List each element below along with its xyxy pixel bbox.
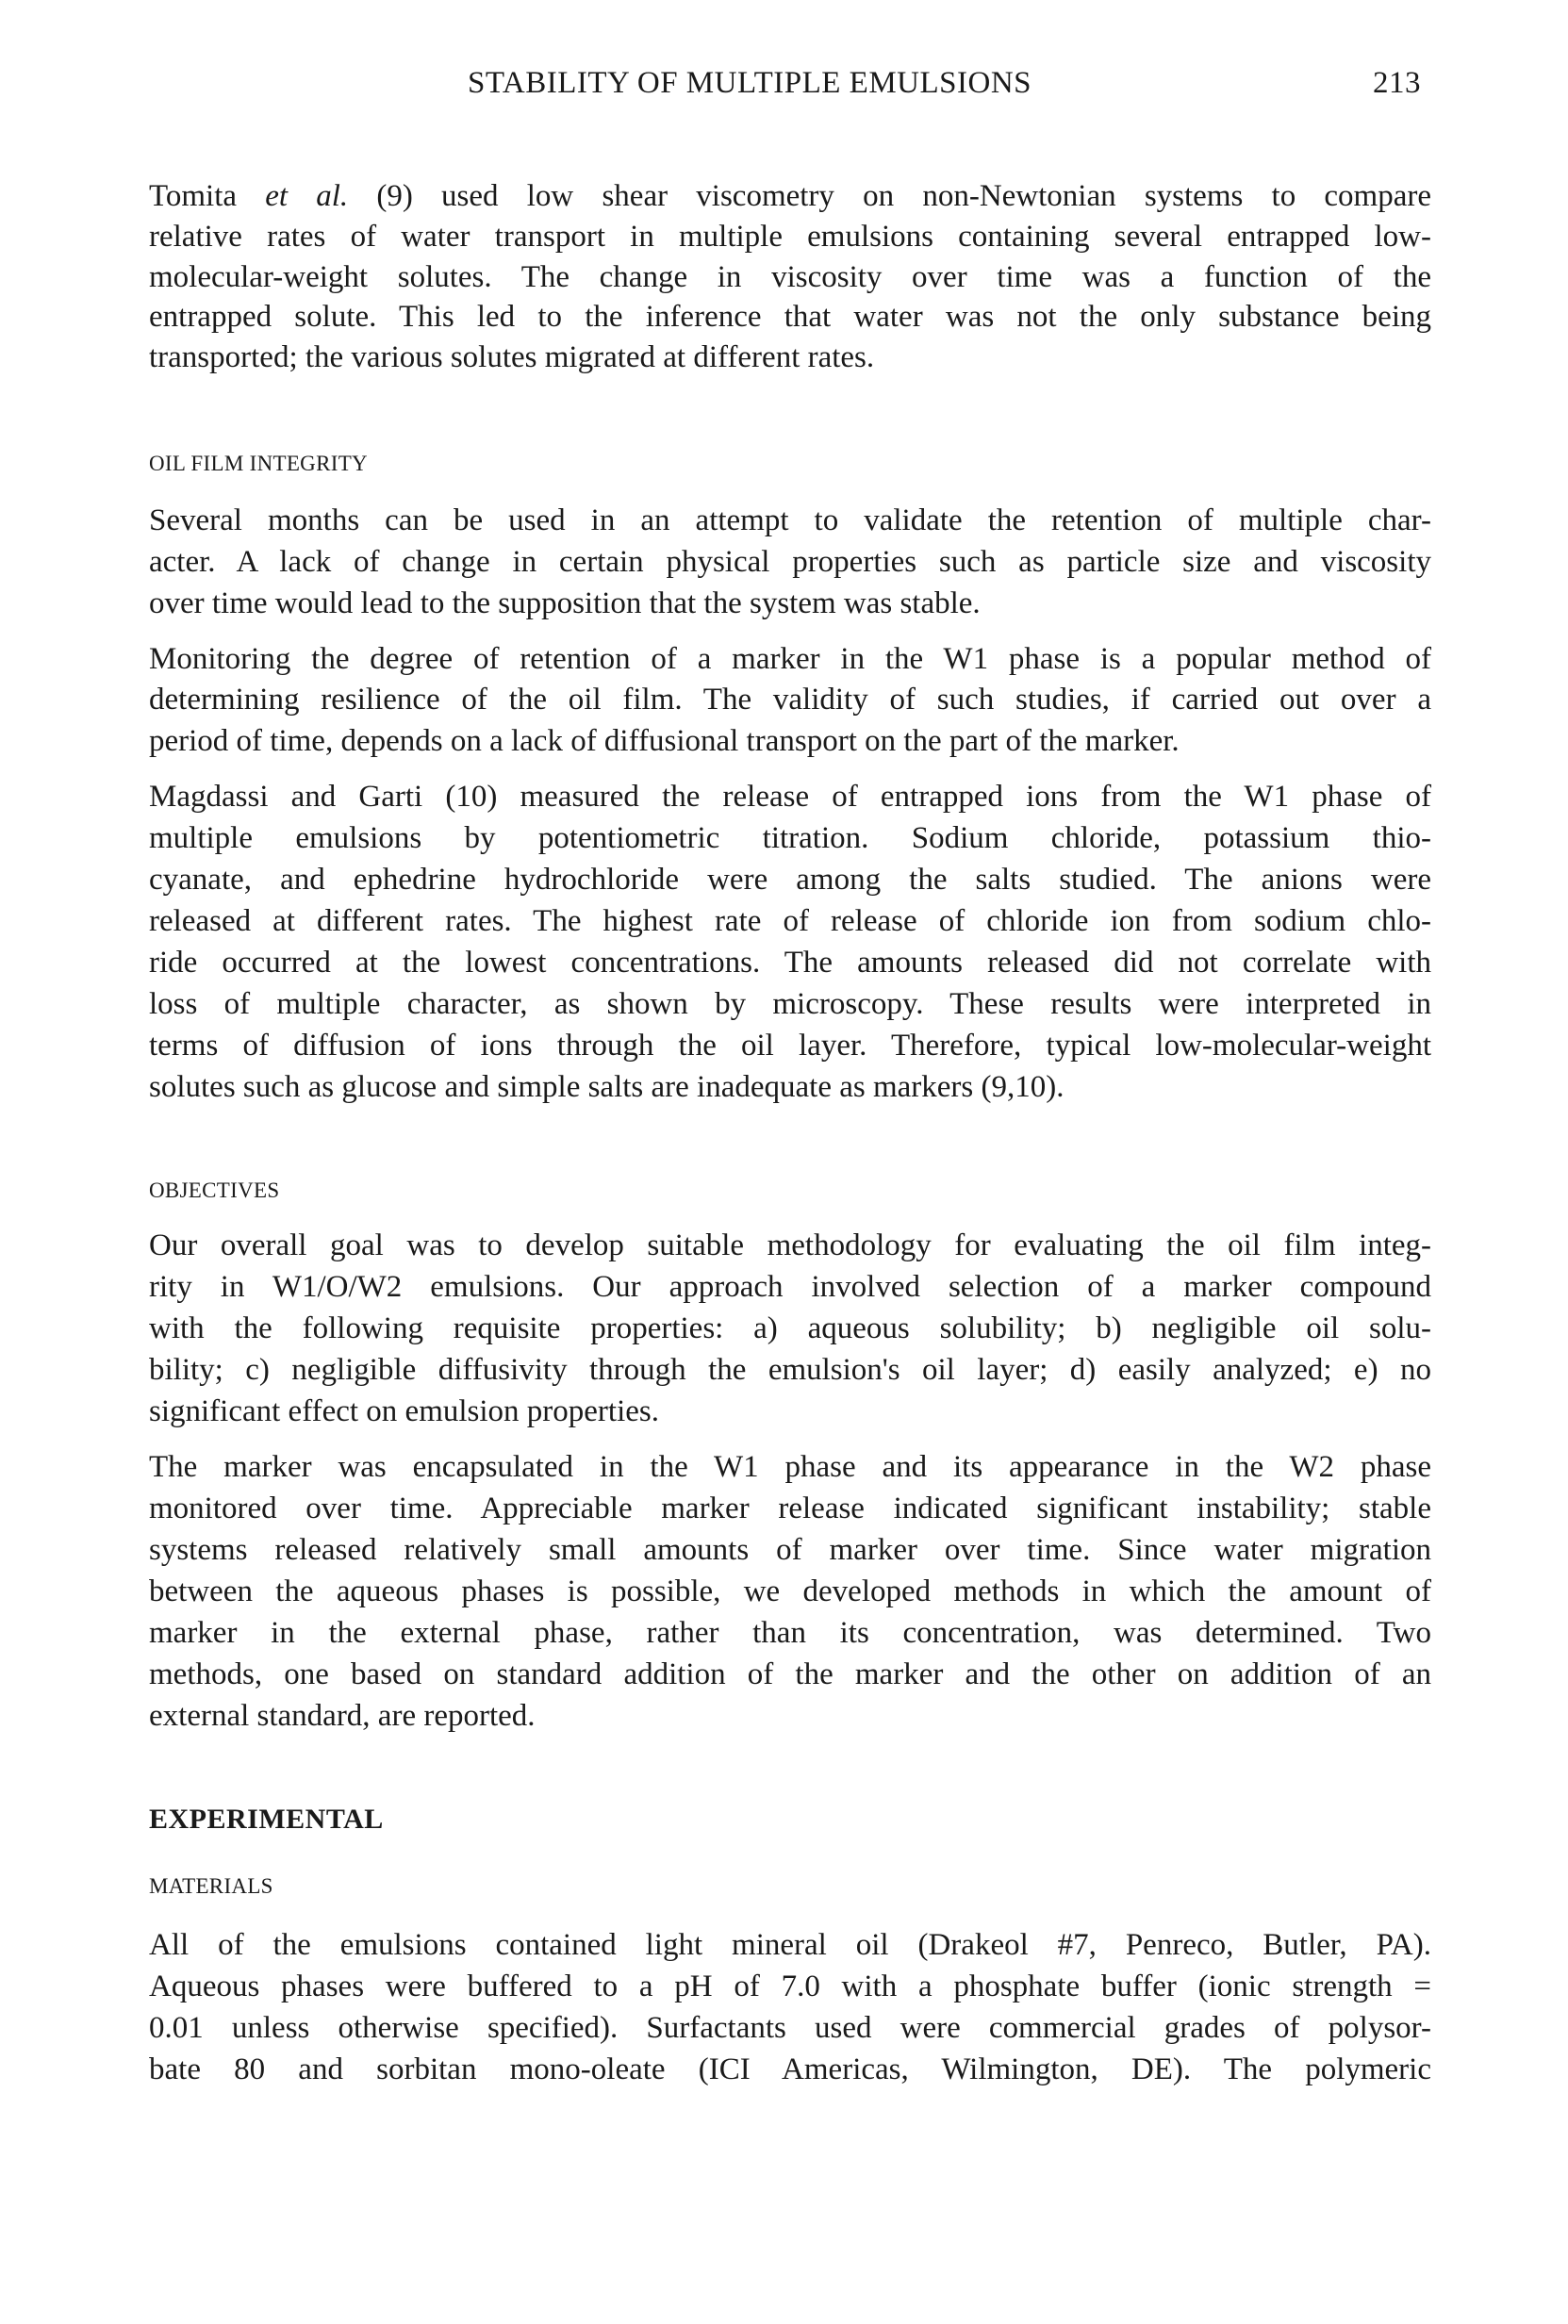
text-line: methods, one based on standard addition of the marker and the other on addition of an bbox=[149, 1657, 1431, 1691]
text-line: bility; c) negligible diffusivity through the emulsion's oil layer; d) easily analyzed; e) no bbox=[149, 1353, 1431, 1387]
text-line: monitored over time. Appreciable marker release indicated significant instability; stable bbox=[149, 1492, 1431, 1525]
text-line: multiple emulsions by potentiometric titration. Sodium chloride, potassium thio- bbox=[149, 821, 1431, 855]
text-line: with the following requisite properties: a) aqueous solubility; b) negligible oil solu- bbox=[149, 1311, 1431, 1345]
text-line: The marker was encapsulated in the W1 phase and its appearance in the W2 phase bbox=[149, 1450, 1431, 1484]
text-line: released at different rates. The highest rate of release of chloride ion from sodium chlo- bbox=[149, 904, 1431, 938]
text-line bbox=[149, 177, 1431, 215]
text-line: period of time, depends on a lack of diffusional transport on the part of the marker. bbox=[149, 724, 1180, 758]
text-line: rity in W1/O/W2 emulsions. Our approach involved selection of a marker compound bbox=[149, 1270, 1431, 1304]
text-span: Tomita bbox=[149, 179, 266, 213]
italic-text: et al. bbox=[265, 179, 349, 213]
text-line: Several months can be used in an attempt to validate the retention of multiple char- bbox=[149, 503, 1431, 537]
page-number: 213 bbox=[1373, 66, 1421, 100]
section-heading: EXPERIMENTAL bbox=[149, 1804, 384, 1835]
text-line: systems released relatively small amounts of marker over time. Since water migration bbox=[149, 1533, 1431, 1567]
text-line: 0.01 unless otherwise specified). Surfactants used were commercial grades of polysor- bbox=[149, 2011, 1431, 2045]
text-line: determining resilience of the oil film. The validity of such studies, if carried out over a bbox=[149, 683, 1431, 717]
text-line: molecular-weight solutes. The change in viscosity over time was a function of the bbox=[149, 260, 1431, 294]
text-line: loss of multiple character, as shown by microscopy. These results were interpreted in bbox=[149, 987, 1431, 1021]
text-line: Magdassi and Garti (10) measured the release of entrapped ions from the W1 phase of bbox=[149, 780, 1431, 814]
text-line: solutes such as glucose and simple salts are inadequate as markers (9,10). bbox=[149, 1070, 1065, 1104]
subsection-heading: OBJECTIVES bbox=[149, 1178, 280, 1202]
text-line: entrapped solute. This led to the inference that water was not the only substance being bbox=[149, 300, 1431, 334]
text-line: transported; the various solutes migrated at different rates. bbox=[149, 340, 875, 374]
text-line: Monitoring the degree of retention of a marker in the W1 phase is a popular method of bbox=[149, 642, 1431, 676]
subsection-heading: MATERIALS bbox=[149, 1874, 273, 1898]
text-line: over time would lead to the supposition that the system was stable. bbox=[149, 586, 981, 620]
header-title: STABILITY OF MULTIPLE EMULSIONS bbox=[468, 66, 1032, 100]
text-line: cyanate, and ephedrine hydrochloride were among the salts studied. The anions were bbox=[149, 863, 1431, 897]
text-span: (9) used low shear viscometry on non-Newtonian systems to compare bbox=[348, 179, 1431, 213]
text-line: ride occurred at the lowest concentrations. The amounts released did not correlate with bbox=[149, 946, 1431, 980]
text-line: between the aqueous phases is possible, we developed methods in which the amount of bbox=[149, 1574, 1431, 1608]
text-line: All of the emulsions contained light mineral oil (Drakeol #7, Penreco, Butler, PA). bbox=[149, 1928, 1431, 1962]
text-line: Our overall goal was to develop suitable methodology for evaluating the oil film integ- bbox=[149, 1228, 1431, 1262]
text-line: bate 80 and sorbitan mono-oleate (ICI Americas, Wilmington, DE). The polymeric bbox=[149, 2052, 1431, 2086]
subsection-heading: OIL FILM INTEGRITY bbox=[149, 452, 368, 475]
text-line: significant effect on emulsion properties. bbox=[149, 1394, 659, 1428]
text-line: acter. A lack of change in certain physical properties such as particle size and viscosity bbox=[149, 545, 1431, 579]
text-line: external standard, are reported. bbox=[149, 1699, 536, 1733]
text-line: terms of diffusion of ions through the oil layer. Therefore, typical low-molecular-weight bbox=[149, 1029, 1431, 1063]
text-line: marker in the external phase, rather than its concentration, was determined. Two bbox=[149, 1616, 1431, 1650]
text-line: Aqueous phases were buffered to a pH of 7.0 with a phosphate buffer (ionic strength = bbox=[149, 1970, 1431, 2003]
text-line: relative rates of water transport in multiple emulsions containing several entrapped low- bbox=[149, 220, 1431, 254]
